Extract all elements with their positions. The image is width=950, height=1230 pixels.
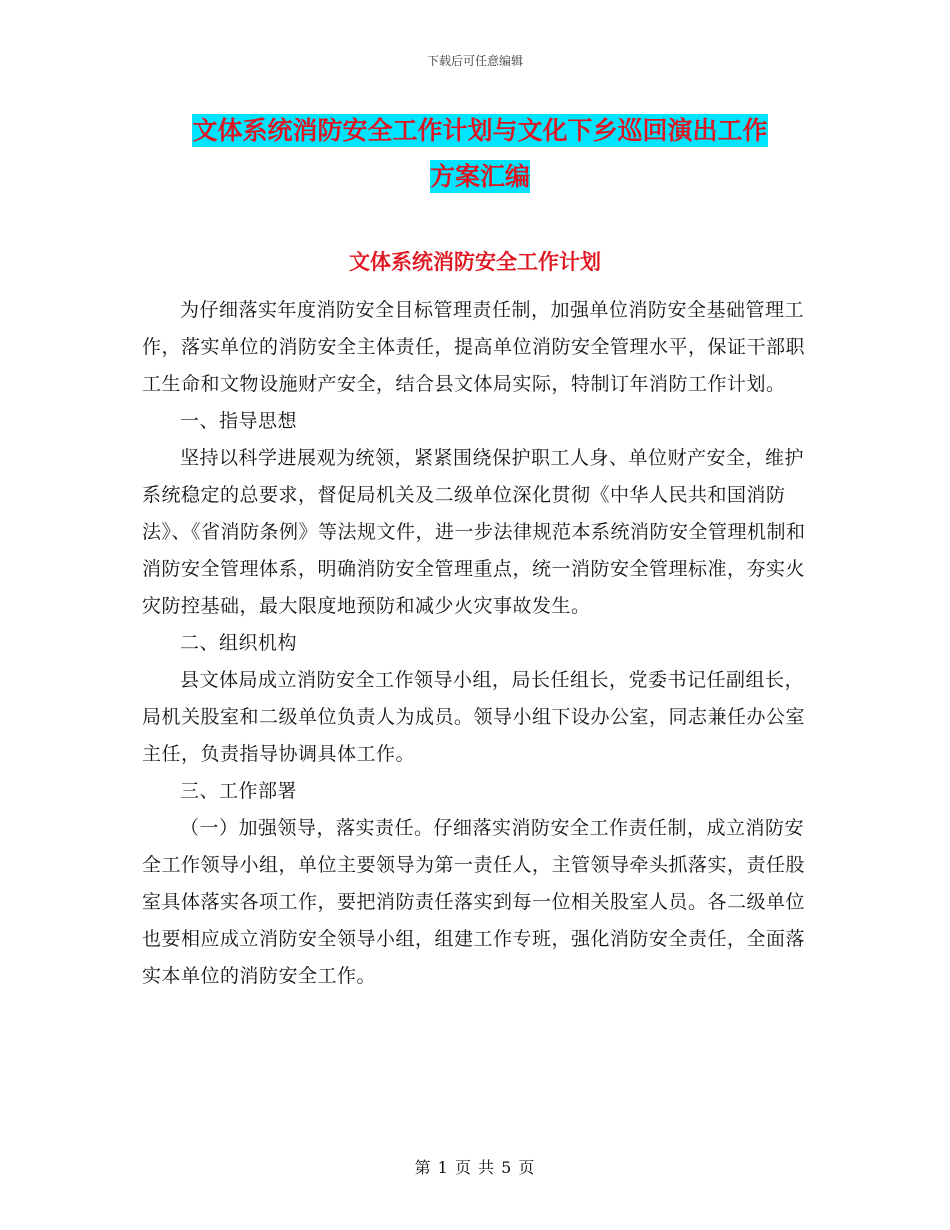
header-note: 下载后可任意编辑: [426, 54, 523, 68]
main-title-line-1: 文体系统消防安全工作计划与文化下乡巡回演出工作: [192, 116, 768, 145]
document-body: [142, 292, 807, 995]
paragraph-guiding-ideology: 坚持以科学进展观为统领，紧紧围绕保护职工人身、单位财产安全，维护系统稳定的总要求，督促局机关及二级单位深化贯彻《中华人民共和国消防法》、《省消防条例》等法规文件，进一步法律规范本系统消防安全管理机制和消防安全管理体系，明确消防安全管理重点，统一消防安全管理标准，夯实火灾防控基础，最大限度地预防和减少火灾事故发生。: [142, 447, 806, 617]
page-footer: 第 1 页 共 5 页: [414, 1158, 536, 1177]
document-main-title: [140, 108, 820, 200]
paragraph-intro: 为仔细落实年度消防安全目标管理责任制，加强单位消防安全基础管理工作，落实单位的消防安全主体责任，提高单位消防安全管理水平，保证干部职工生命和文物设施财产安全，结合县文体局实际，特制订年消防工作计划。: [142, 299, 806, 395]
heading-work-deployment: 三、工作部署: [180, 780, 298, 802]
main-title-line-2: 方案汇编: [429, 162, 530, 191]
paragraph-work-deployment-1: （一）加强领导，落实责任。仔细落实消防安全工作责任制，成立消防安全工作领导小组，单位主要领导为第一责任人，主管领导牵头抓落实，责任股室具体落实各项工作，要把消防责任落实到每一位相关股室人员。各二级单位也要相应成立消防安全领导小组，组建工作专班，强化消防安全责任，全面落实本单位的消防安全工作。: [142, 817, 806, 987]
heading-organization: 二、组织机构: [180, 632, 298, 654]
heading-guiding-ideology: 一、指导思想: [180, 410, 298, 432]
section-title: 文体系统消防安全工作计划: [349, 250, 601, 274]
paragraph-organization: 县文体局成立消防安全工作领导小组，局长任组长，党委书记任副组长，局机关股室和二级单位负责人为成员。领导小组下设办公室，同志兼任办公室主任，负责指导协调具体工作。: [142, 669, 806, 765]
